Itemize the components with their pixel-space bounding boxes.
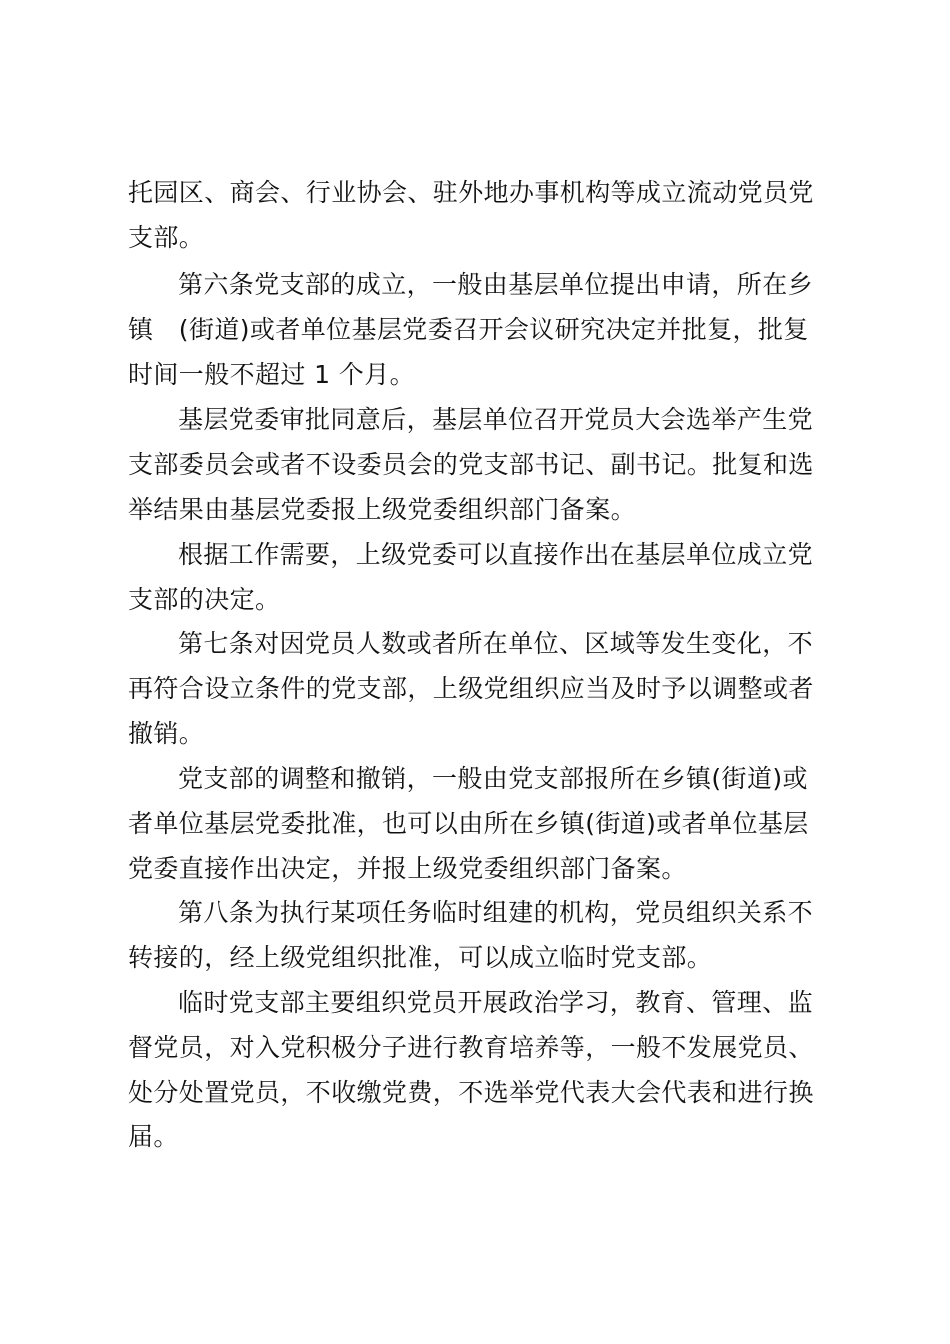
text-line: 镇 (街道)或者单位基层党委召开会议研究决定并批复，批复 — [128, 315, 809, 344]
text-line: 党委直接作出决定，并报上级党委组织部门备案。 — [128, 854, 687, 883]
paragraph-first-line: 党支部的调整和撤销，一般由党支部报所在乡镇(街道)或 — [178, 764, 808, 793]
text-line: 托园区、商会、行业协会、驻外地办事机构等成立流动党员党 — [128, 178, 814, 207]
paragraph-first-line: 根据工作需要，上级党委可以直接作出在基层单位成立党 — [178, 540, 814, 569]
text-line: 支部委员会或者不设委员会的党支部书记、副书记。批复和选 — [128, 450, 814, 479]
text-line: 时间一般不超过 1 个月。 — [128, 360, 416, 389]
text-line: 撤销。 — [128, 719, 205, 748]
paragraph-first-line: 基层党委审批同意后，基层单位召开党员大会选举产生党 — [178, 405, 814, 434]
paragraph-first-line: 第八条为执行某项任务临时组建的机构，党员组织关系不 — [178, 898, 814, 927]
text-line: 转接的，经上级党组织批准，可以成立临时党支部。 — [128, 943, 713, 972]
paragraph-first-line: 临时党支部主要组织党员开展政治学习，教育、管理、监 — [178, 988, 814, 1017]
text-line: 支部的决定。 — [128, 585, 281, 614]
text-line: 处分处置党员，不收缴党费，不选举党代表大会代表和进行换 — [128, 1078, 814, 1107]
text-line: 再符合设立条件的党支部，上级党组织应当及时予以调整或者 — [128, 674, 814, 703]
paragraph-first-line: 第六条党支部的成立，一般由基层单位提出申请，所在乡 — [178, 270, 814, 299]
text-line: 举结果由基层党委报上级党委组织部门备案。 — [128, 495, 637, 524]
text-line: 支部。 — [128, 223, 205, 252]
text-line: 督党员，对入党积极分子进行教育培养等，一般不发展党员、 — [128, 1033, 814, 1062]
text-line: 者单位基层党委批准，也可以由所在乡镇(街道)或者单位基层 — [128, 809, 809, 838]
paragraph-first-line: 第七条对因党员人数或者所在单位、区域等发生变化，不 — [178, 629, 814, 658]
text-line: 届。 — [128, 1122, 179, 1151]
